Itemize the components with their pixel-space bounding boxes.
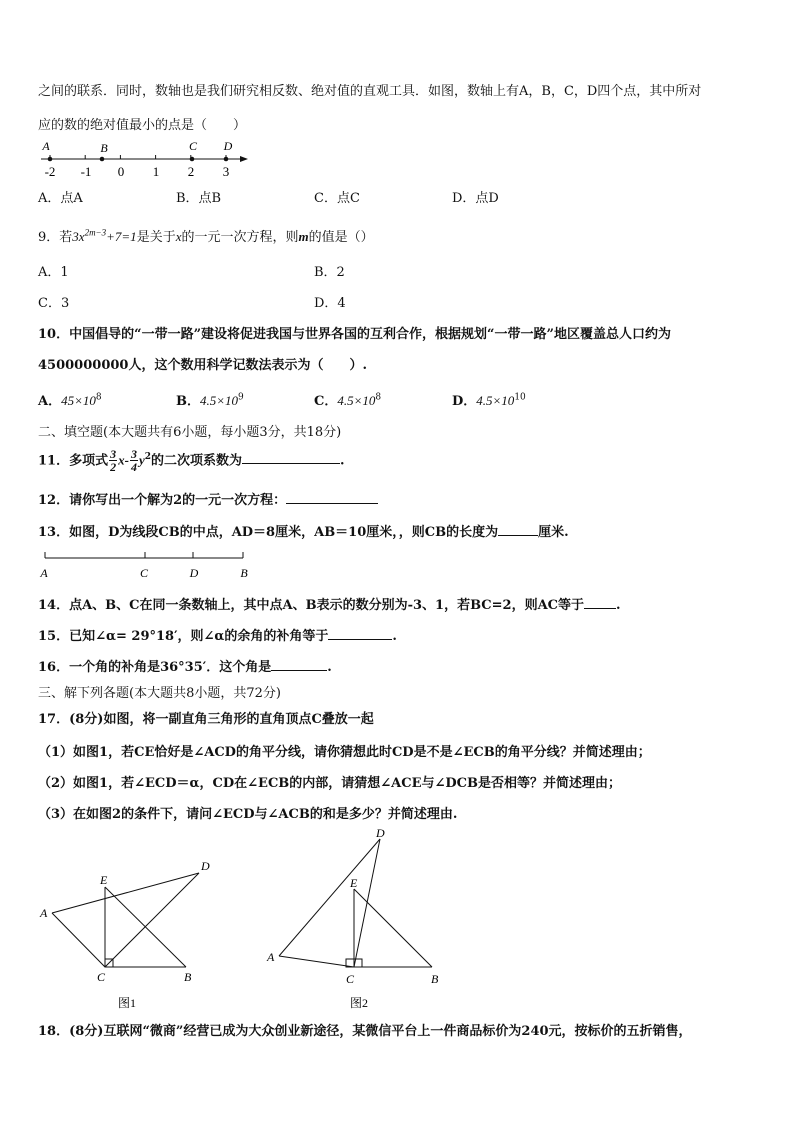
fig1-label-e: E [100, 873, 108, 887]
q10-option-d[interactable]: D．$4.5\times 10^{10}$ [452, 392, 526, 409]
q11-text: 11．多项式 $\frac{3}{2}$ x- $\frac{3}{4}$ $y^2$的二次项系数为 . [38, 447, 345, 475]
point-label-a: A [42, 139, 50, 153]
q15-answer-blank[interactable] [328, 627, 392, 640]
q8-text-line2: 应的数的绝对值最小的点是（ ） [38, 118, 247, 133]
fig1-label-d: D [201, 859, 210, 873]
fraction-3-2: $\frac{3}{2}$ [110, 447, 117, 475]
q9-var-m: m [298, 229, 309, 244]
fig1-line-ac [52, 913, 105, 967]
fig2-label-a: A [267, 950, 275, 964]
q9-option-a[interactable]: A．1 [38, 265, 69, 280]
q9-lead: 9．若 [38, 230, 73, 245]
fig1-label-a: A [40, 906, 48, 920]
fig2-line-ad [279, 839, 380, 956]
point-d [224, 157, 229, 162]
fig1-label-c: C [97, 970, 106, 984]
q9-option-b[interactable]: B．2 [314, 265, 345, 280]
segment-label-d: D [189, 566, 199, 580]
q17-stem: 17．(8分)如图，将一副直角三角形的直角顶点C叠放一起 [38, 712, 374, 727]
q14-text: 14．点A、B、C在同一条数轴上，其中点A、B表示的数分别为-3、1，若BC=2，则AC等于 . [38, 598, 621, 613]
q13-text: 13．如图，D为线段CB的中点，AD＝8厘米，AB＝10厘米，，则CB的长度为 厘米. [38, 525, 569, 540]
segment-label-c: C [139, 566, 149, 580]
q10-option-a[interactable]: A．$45\times 10^8$ [38, 392, 102, 409]
number-line [38, 138, 253, 180]
fraction-3-4: $\frac{3}{4}$ [130, 447, 137, 475]
q10-text-line1: 10．中国倡导的“一带一路”建设将促进我国与世界各国的互利合作，根据规划“一带一路”地区覆盖总人口约为 [38, 327, 672, 342]
q10-text-line2: 4500000000人，这个数用科学记数法表示为（ ）. [38, 358, 367, 373]
fig2-line-ac [279, 956, 354, 967]
point-label-b: B [100, 141, 108, 155]
figure-2 [262, 825, 452, 1015]
tick-label-0: 0 [117, 164, 125, 179]
q8-option-d[interactable]: D．点D [452, 191, 499, 206]
q17-part-2: （2）如图1，若∠ECD＝α，CD在∠ECB的内部，请猜想∠ACE与∠DCB是否相等？并简述理由； [38, 776, 622, 791]
q11-answer-blank[interactable] [242, 451, 340, 464]
q16-text: 16．一个角的补角是36°35′．这个角是 . [38, 660, 332, 675]
q13-answer-blank[interactable] [498, 523, 538, 536]
fig2-line-eb [354, 889, 432, 967]
fig2-line-dc [354, 839, 380, 967]
number-line-arrow [240, 156, 248, 162]
fig2-label-c: C [346, 972, 355, 986]
q8-option-c[interactable]: C．点C [314, 191, 360, 206]
figure-1 [34, 855, 224, 1015]
section-3-heading: 三、解下列各题(本大题共8小题，共72分) [38, 686, 281, 701]
tick-label-1: 1 [152, 164, 160, 179]
tick-label-2: 2 [187, 164, 195, 179]
point-b [100, 157, 105, 162]
fig2-label-e: E [350, 876, 358, 890]
q9-var-x: x [175, 229, 182, 244]
segment-label-b: B [240, 566, 248, 580]
tick-label-3: 3 [222, 164, 230, 179]
q15-text: 15．已知∠α= 29°18′，则∠α的余角的补角等于 . [38, 629, 397, 644]
q8-option-a[interactable]: A．点A [38, 191, 83, 206]
fig1-label-b: B [184, 970, 192, 984]
segment-label-a: A [40, 566, 48, 580]
fig2-label-d: D [376, 826, 385, 840]
tick-label-m2: -2 [44, 164, 56, 179]
q9-equation: $3x^{2m-3}+7=1$ [72, 227, 137, 244]
fig1-caption: 图1 [118, 996, 137, 1010]
point-a [48, 157, 53, 162]
q14-answer-blank[interactable] [584, 596, 616, 609]
fig2-label-b: B [431, 972, 439, 986]
q9-text: 9．若$3x^{2m-3}+7=1$是关于x的一元一次方程，则m的值是（） [38, 227, 374, 245]
q9-option-d[interactable]: D．4 [314, 296, 346, 311]
tick-label-m1: -1 [80, 164, 92, 179]
fig1-line-cd [105, 873, 199, 967]
q17-part-3: （3）在如图2的条件下，请问∠ECD与∠ACB的和是多少？并简述理由. [38, 807, 458, 822]
fig2-caption: 图2 [350, 996, 369, 1010]
q18-text: 18．(8分)互联网“微商”经营已成为大众创业新途径，某微信平台上一件商品标价为240元，按标价的五折销售， [38, 1024, 692, 1039]
segment-figure [38, 548, 258, 584]
q8-option-b[interactable]: B．点B [176, 191, 222, 206]
point-label-c: C [188, 139, 198, 153]
point-c [190, 157, 195, 162]
q12-text: 12．请你写出一个解为2的一元一次方程： [38, 489, 378, 508]
q16-answer-blank[interactable] [271, 658, 327, 671]
q12-answer-blank[interactable] [286, 491, 378, 504]
q10-option-c[interactable]: C．$4.5\times 10^8$ [314, 392, 382, 409]
section-2-heading: 二、填空题(本大题共有6小题，每小题3分，共18分) [38, 425, 342, 440]
q17-part-1: （1）如图1，若CE恰好是∠ACD的角平分线，请你猜想此时CD是不是∠ECB的角平分线？并简述理由； [38, 745, 651, 760]
q9-option-c[interactable]: C．3 [38, 296, 70, 311]
q10-option-b[interactable]: B．$4.5\times 10^9$ [176, 392, 244, 409]
q8-text-line1: 之间的联系．同时，数轴也是我们研究相反数、绝对值的直观工具．如图，数轴上有A，B，C，D四个点，其中所对 [38, 84, 702, 99]
point-label-d: D [223, 139, 233, 153]
